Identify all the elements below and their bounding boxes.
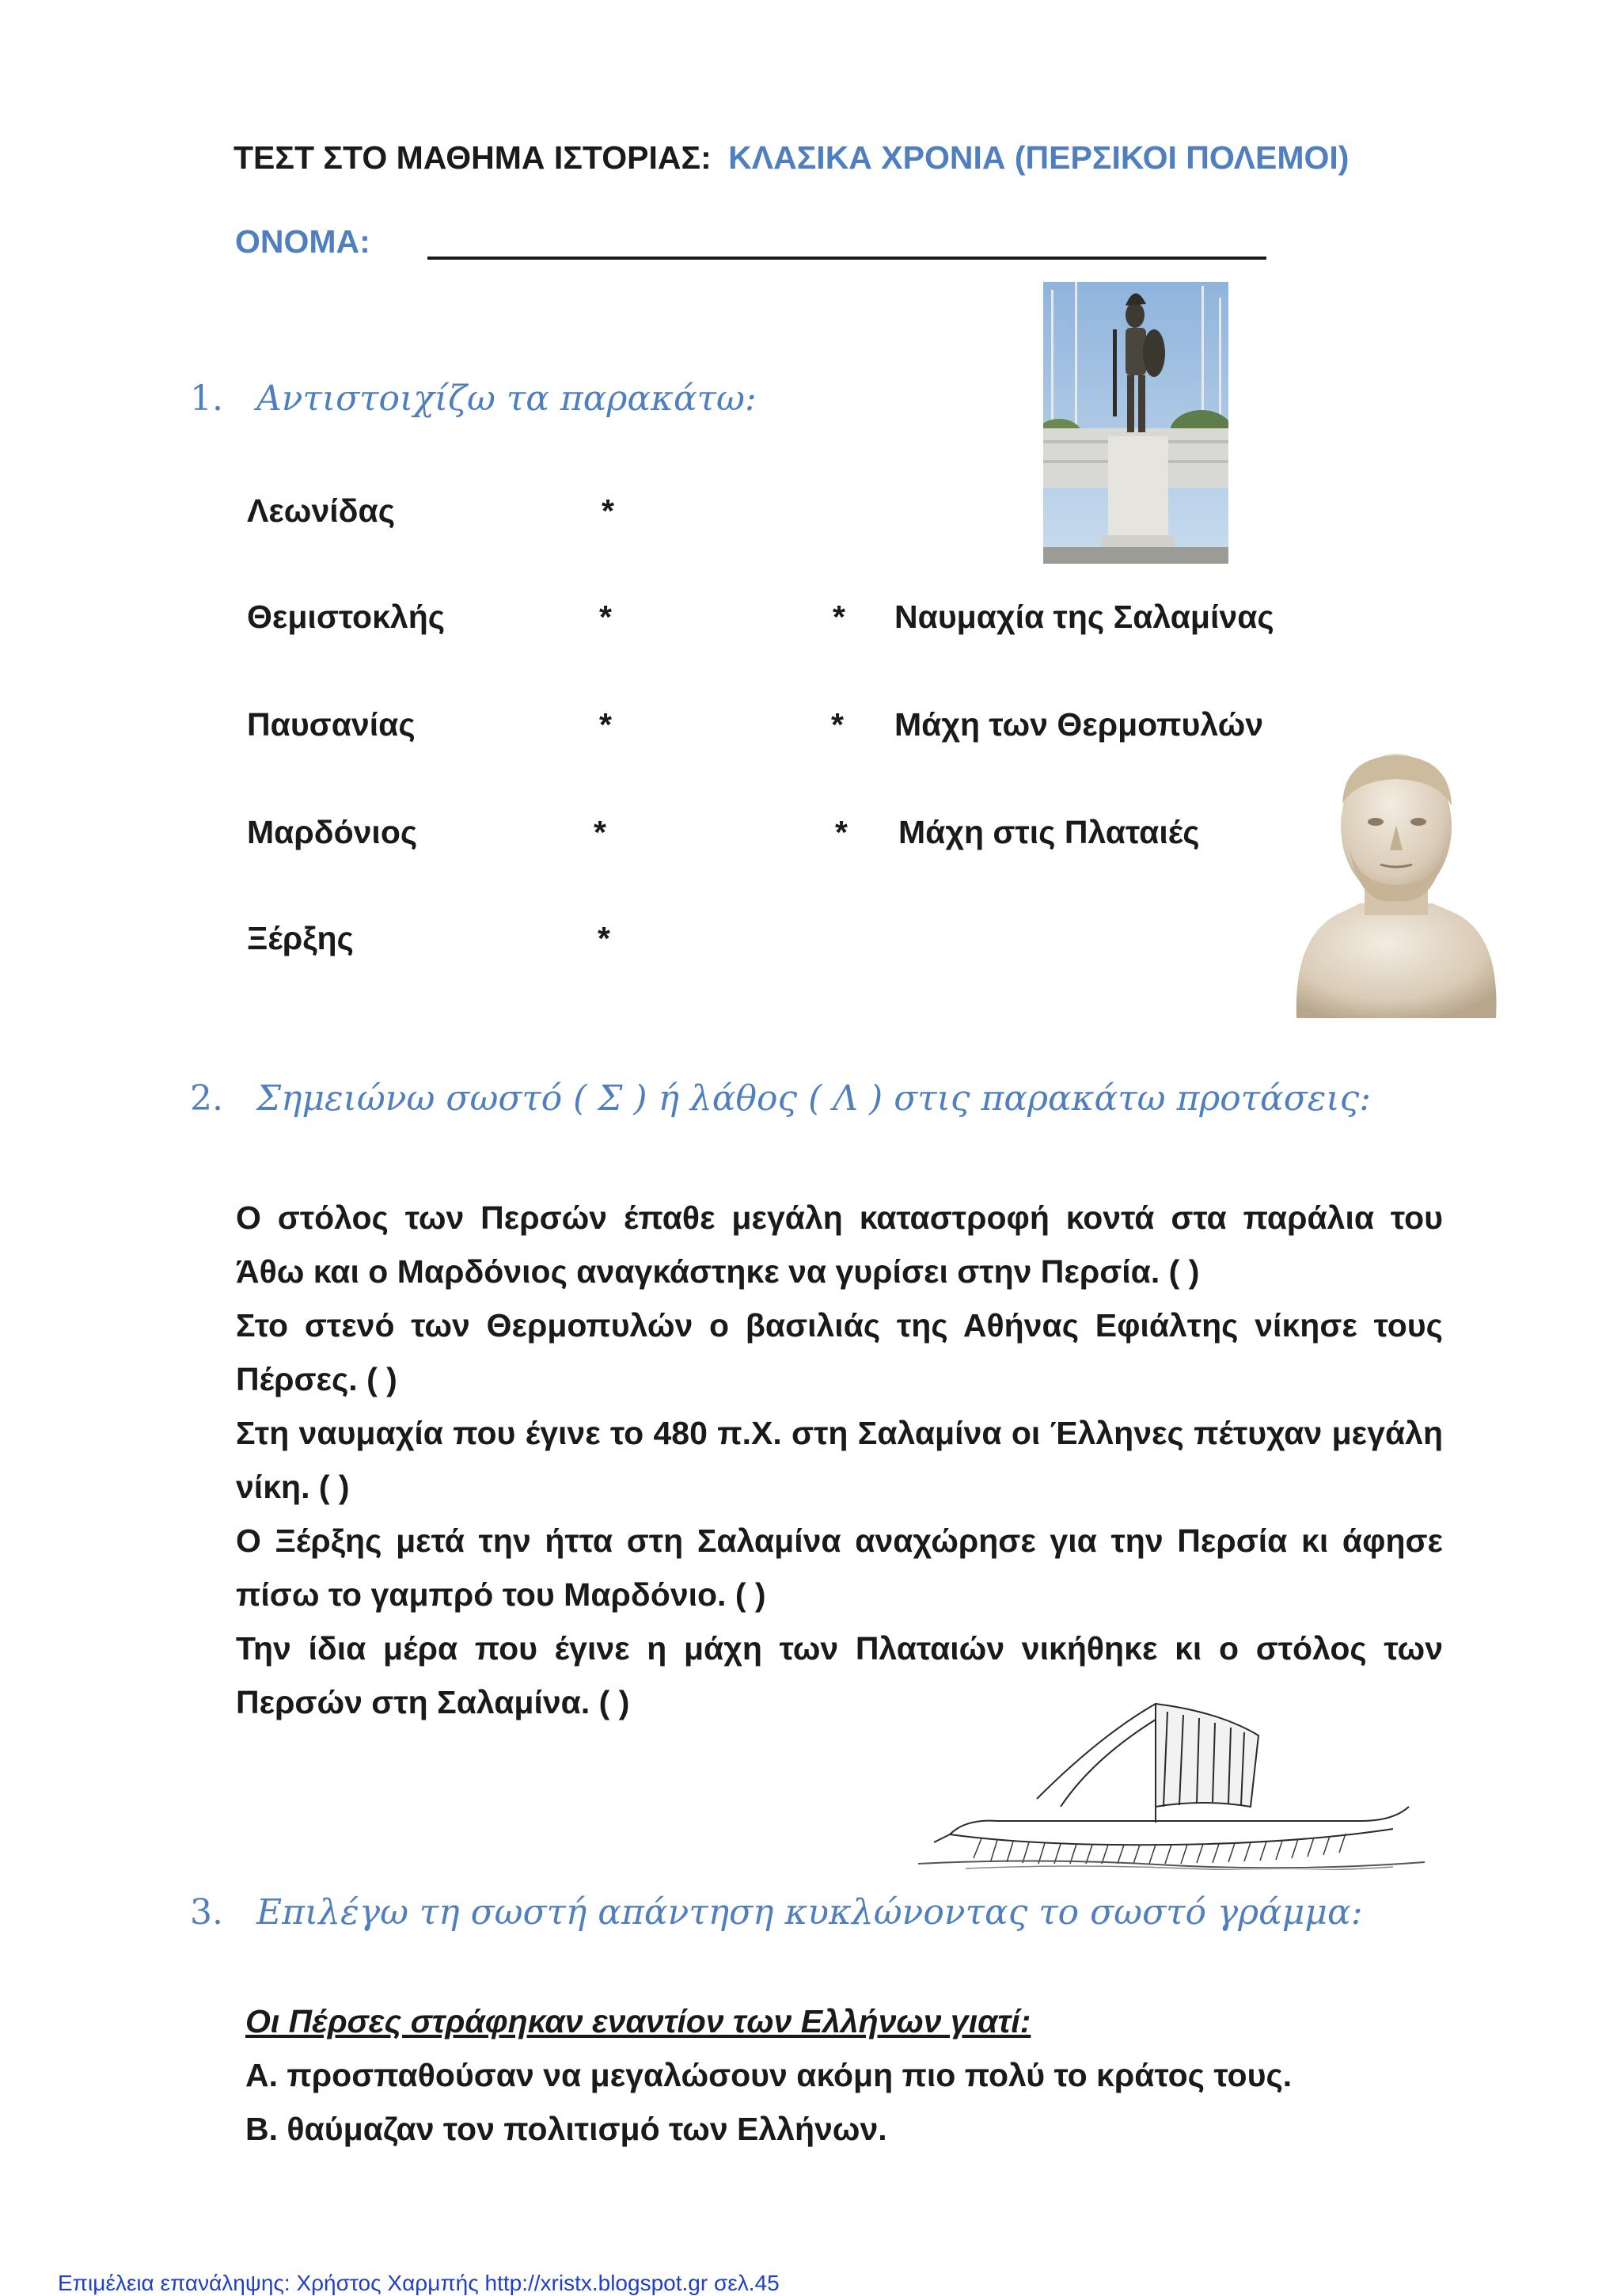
section-3-heading <box>190 1892 1363 1933</box>
match-left-item: Μαρδόνιος <box>247 814 418 850</box>
section-1-title: Αντιστοιχίζω τα παρακάτω: <box>256 378 757 419</box>
match-right-item: Ναυμαχία της Σαλαμίνας <box>894 599 1274 635</box>
section-2-heading <box>190 1078 1371 1119</box>
match-left-marker[interactable]: * <box>599 599 612 635</box>
answer-option-a[interactable]: Α. προσπαθούσαν να μεγαλώσουν ακόμη πιο πολύ το κράτος τους. <box>245 2057 1293 2093</box>
name-label: ΟΝΟΜΑ: <box>235 223 370 260</box>
name-blank-line[interactable] <box>427 257 1266 260</box>
true-false-statement: Στο στενό των Θερμοπυλών ο βασιλιάς της Αθήνας Εφιάλτης νίκησε τους Πέρσες. ( ) <box>236 1307 1443 1397</box>
match-right-item: Μάχη στις Πλαταιές <box>898 814 1200 850</box>
match-right-marker[interactable]: * <box>833 599 845 635</box>
multiple-choice-question: Οι Πέρσες στράφηκαν εναντίον των Ελλήνων γιατί: <box>245 2003 1031 2039</box>
true-false-statement: Στη ναυμαχία που έγινε το 480 π.Χ. στη Σαλαμίνα οι Έλληνες πέτυχαν μεγάλη νίκη. ( ) <box>236 1415 1443 1505</box>
trireme-drawing <box>918 1688 1425 1870</box>
match-right-marker[interactable]: * <box>831 706 844 743</box>
match-left-item: Λεωνίδας <box>247 492 396 529</box>
section-2-title: Σημειώνω σωστό ( Σ ) ή λάθος ( Λ ) στις παρακάτω προτάσεις: <box>256 1078 1372 1119</box>
match-left-marker[interactable]: * <box>598 920 610 956</box>
match-right-item: Μάχη των Θερμοπυλών <box>894 706 1264 743</box>
title-prefix: ΤΕΣΤ ΣΤΟ ΜΑΘΗΜΑ ΙΣΤΟΡΙΑΣ: <box>233 139 712 176</box>
page-title <box>233 139 1349 177</box>
match-left-marker[interactable]: * <box>602 492 614 529</box>
true-false-statement: Την ίδια μέρα που έγινε η μάχη των Πλαταιών νικήθηκε κι ο στόλος των Περσών στη Σαλαμίνα. ( ) <box>236 1630 1443 1720</box>
match-left-item: Θεμιστοκλής <box>247 599 446 635</box>
leonidas-statue-photo <box>1043 282 1228 564</box>
match-left-marker[interactable]: * <box>594 814 606 850</box>
match-left-item: Παυσανίας <box>247 706 416 743</box>
section-2-number: 2. <box>190 1078 223 1119</box>
true-false-statement: Ο στόλος των Περσών έπαθε μεγάλη καταστροφή κοντά στα παράλια του Άθω και ο Μαρδόνιος αναγκάστηκε να γυρίσει στην Περσία. ( ) <box>236 1199 1443 1290</box>
page-footer: Επιμέλεια επανάληψης: Χρήστος Χαρμπής http://xristx.blogspot.gr σελ.45 <box>58 2271 780 2295</box>
section-1-heading <box>190 378 757 419</box>
section-3-title: Επιλέγω τη σωστή απάντηση κυκλώνοντας το σωστό γράμμα: <box>256 1892 1363 1933</box>
match-right-marker[interactable]: * <box>835 814 848 850</box>
answer-option-b[interactable]: Β. θαύμαζαν τον πολιτισμό των Ελλήνων. <box>245 2111 887 2147</box>
true-false-statements <box>236 1191 1443 1729</box>
section-1-number: 1. <box>190 378 223 419</box>
match-left-item: Ξέρξης <box>247 920 354 956</box>
title-topic: ΚΛΑΣΙΚΑ ΧΡΟΝΙΑ (ΠΕΡΣΙΚΟΙ ΠΟΛΕΜΟΙ) <box>728 139 1350 176</box>
marble-bust-photo <box>1289 749 1504 1026</box>
true-false-statement: Ο Ξέρξης μετά την ήττα στη Σαλαμίνα αναχώρησε για την Περσία κι άφησε πίσω το γαμπρό του Μαρδόνιο. ( ) <box>236 1522 1443 1613</box>
section-3-number: 3. <box>190 1892 223 1933</box>
match-left-marker[interactable]: * <box>599 706 612 743</box>
